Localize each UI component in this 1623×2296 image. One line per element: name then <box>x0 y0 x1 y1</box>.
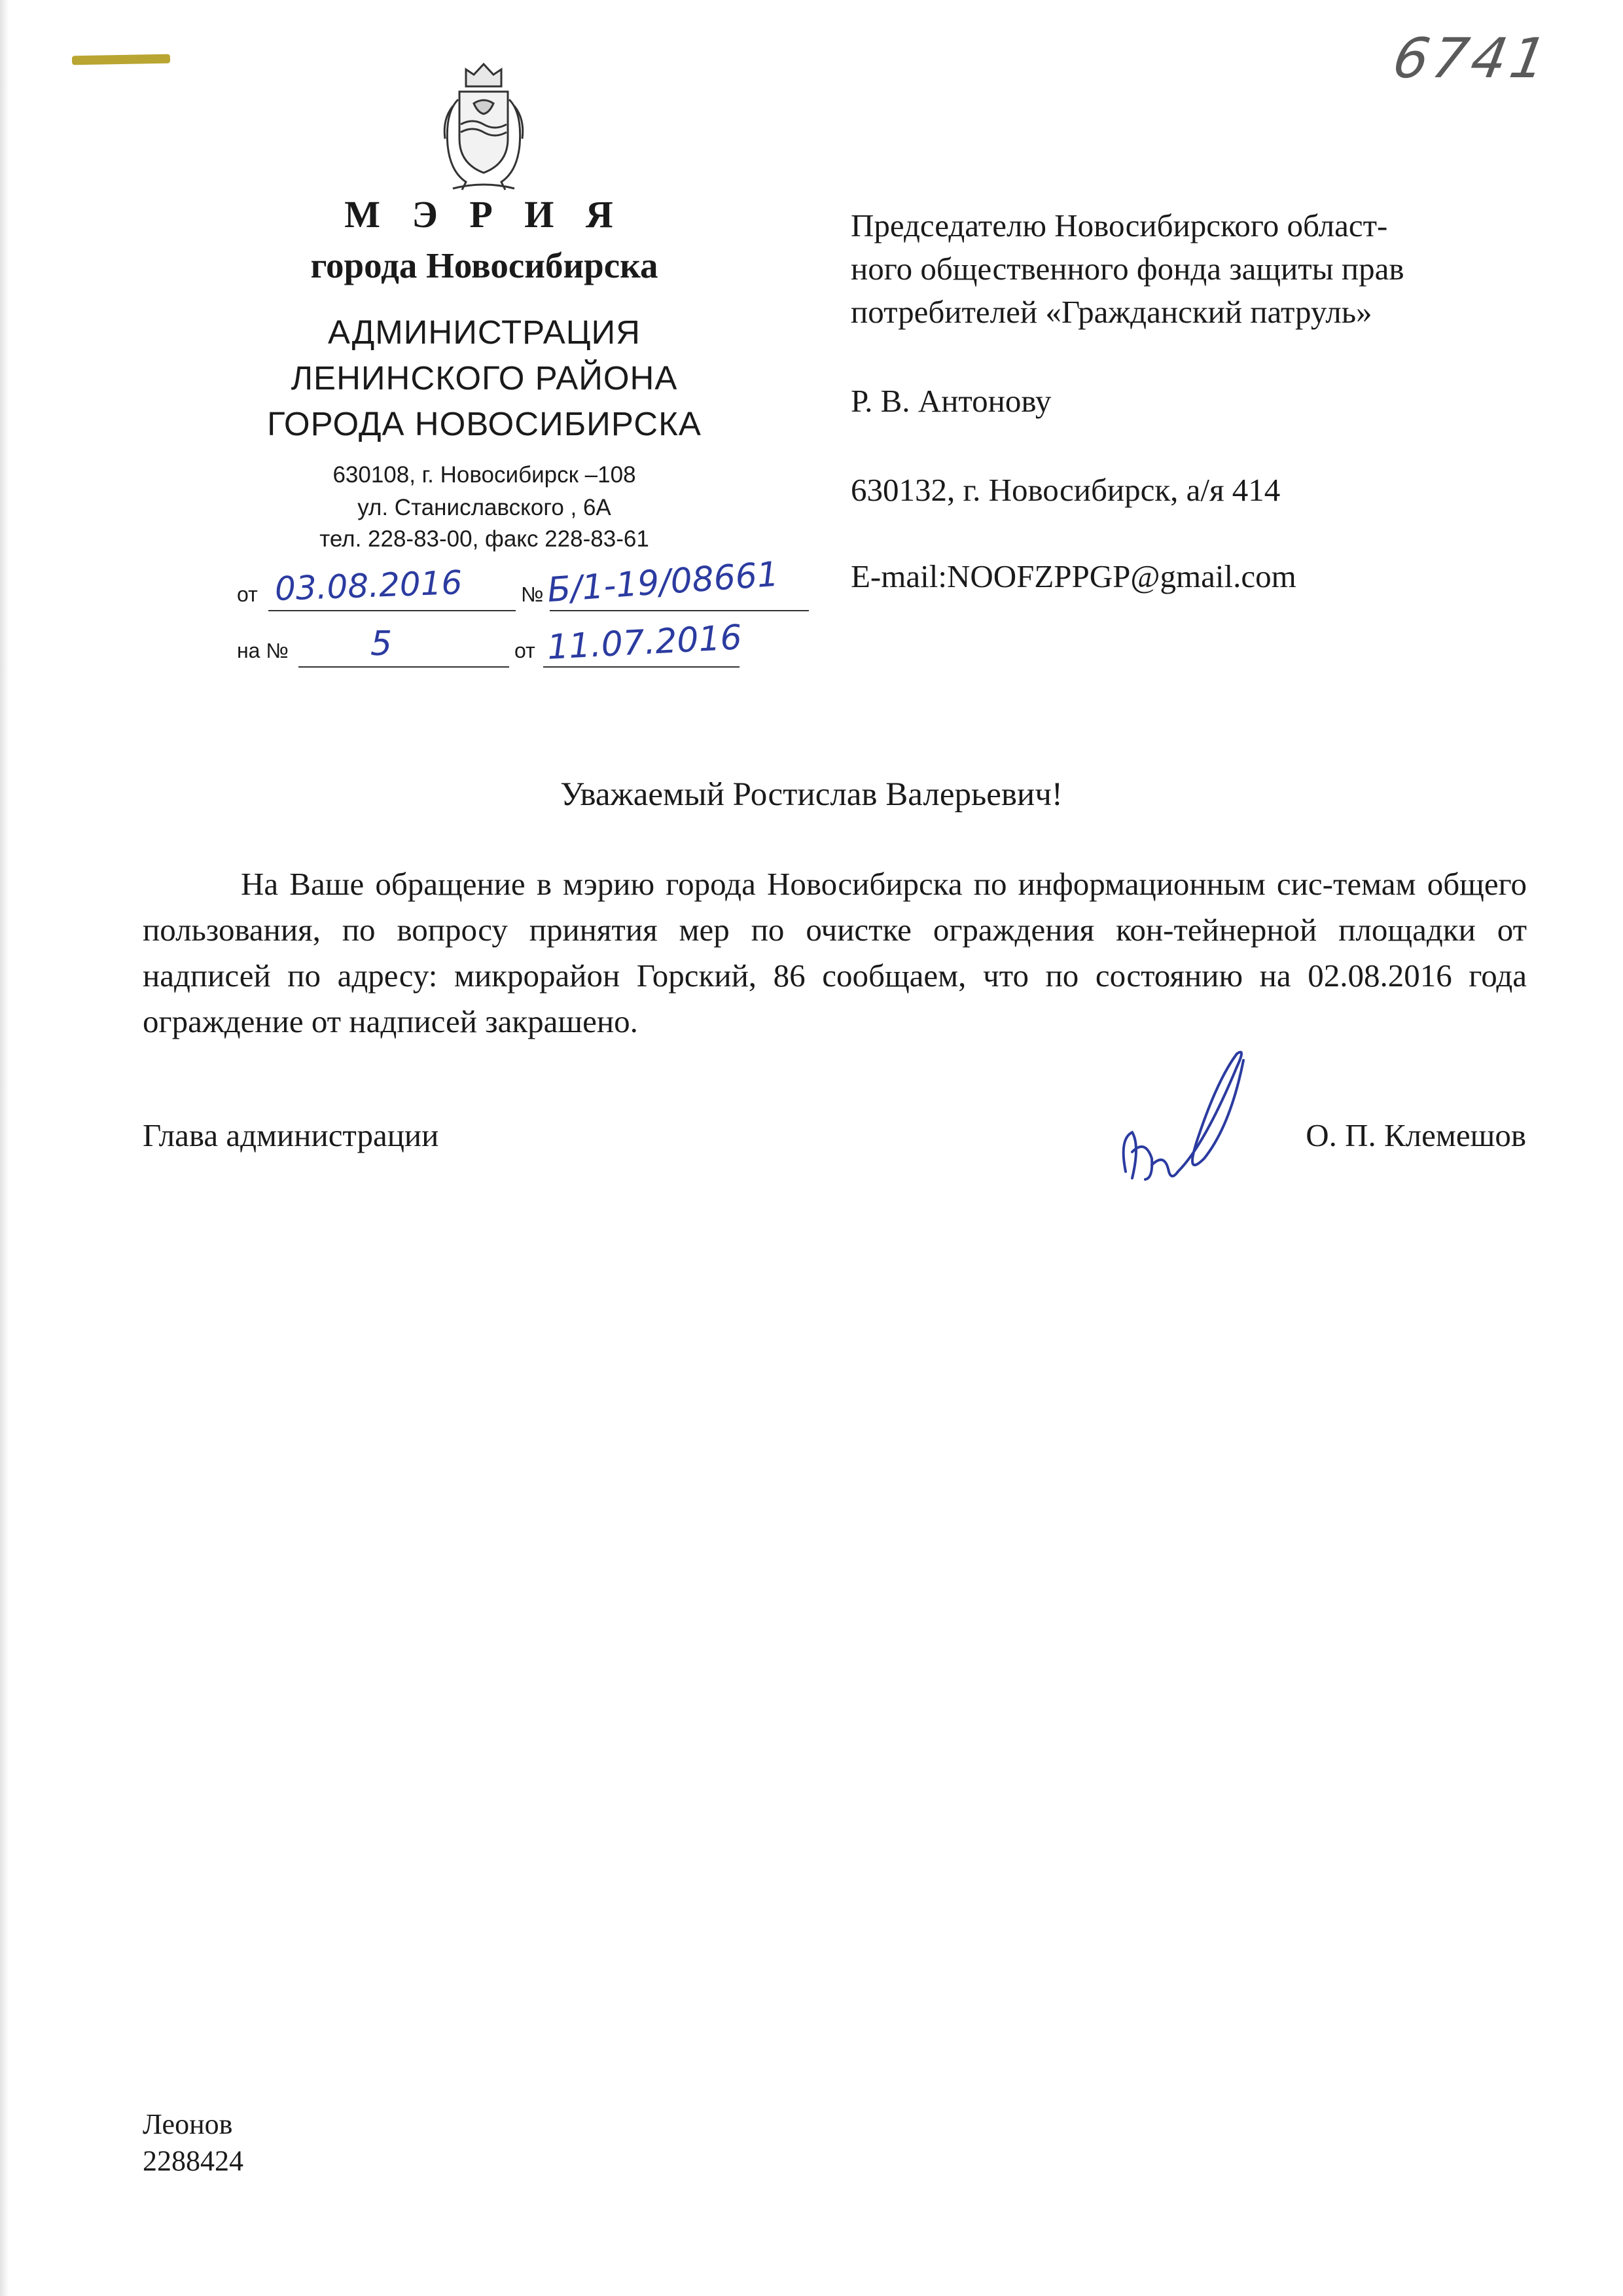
org-address-line-1: 630108, г. Новосибирск –108 <box>332 462 636 488</box>
scan-edge-shadow <box>0 0 9 2296</box>
org-address-line-2: ул. Станиславского , 6А <box>357 495 611 520</box>
incoming-number-handwritten: 6741 <box>1388 26 1556 90</box>
recipient-line-3: потребителей «Гражданский патруль» <box>851 294 1372 330</box>
recipient-name: Р. В. Антонову <box>851 383 1052 419</box>
recipient-line-1: Председателю Новосибирского област- <box>851 207 1388 243</box>
recipient-line-2: ного общественного фонда защиты прав <box>851 251 1404 287</box>
reg-from-label: от <box>237 583 258 606</box>
org-city: города Новосибирска <box>310 245 658 285</box>
ref-number-handwritten: 5 <box>370 624 393 664</box>
dept-line-2: ЛЕНИНСКОГО РАЙОНА <box>291 359 678 397</box>
signatory-name: О. П. Клемешов <box>1306 1117 1526 1153</box>
ref-number-underline <box>298 665 509 668</box>
salutation: Уважаемый Ростислав Валерьевич! <box>560 776 1063 813</box>
letter-body: На Ваше обращение в мэрию города Новосибирска по информационным сис-темам общего пользования, по вопросу принятия мер по очистке ограждения кон-тейнерной площадки от надписей по адресу: микрорайон Горский, 86 сообщаем, что по состоянию на 02.08.2016 года ограждение от надписей закрашено. <box>143 866 1527 1039</box>
reg-number-label: № <box>521 583 544 606</box>
executor-phone: 2288424 <box>143 2145 243 2177</box>
ref-number-label: на № <box>237 639 289 662</box>
org-title: М Э Р И Я <box>344 193 624 236</box>
ref-date-label: от <box>514 639 535 662</box>
org-address-line-3: тел. 228-83-00, факс 228-83-61 <box>319 526 649 552</box>
reg-number-handwritten: Б/1-19/08661 <box>546 554 780 611</box>
recipient-email: E-mail:NOOFZPPGP@gmail.com <box>851 558 1296 594</box>
coat-of-arms-icon <box>433 60 534 195</box>
reg-number-underline <box>550 609 809 611</box>
signatory-role: Глава администрации <box>143 1117 439 1153</box>
dept-line-3: ГОРОДА НОВОСИБИРСКА <box>267 405 702 442</box>
dept-line-1: АДМИНИСТРАЦИЯ <box>327 314 641 351</box>
handwritten-signature <box>1106 1041 1276 1191</box>
executor-name: Леонов <box>143 2108 233 2140</box>
recipient-address: 630132, г. Новосибирск, а/я 414 <box>851 472 1281 508</box>
highlighter-mark <box>72 54 170 65</box>
ref-date-handwritten: 11.07.2016 <box>546 618 743 668</box>
reg-date-handwritten: 03.08.2016 <box>274 564 463 608</box>
reg-date-underline <box>268 609 516 611</box>
